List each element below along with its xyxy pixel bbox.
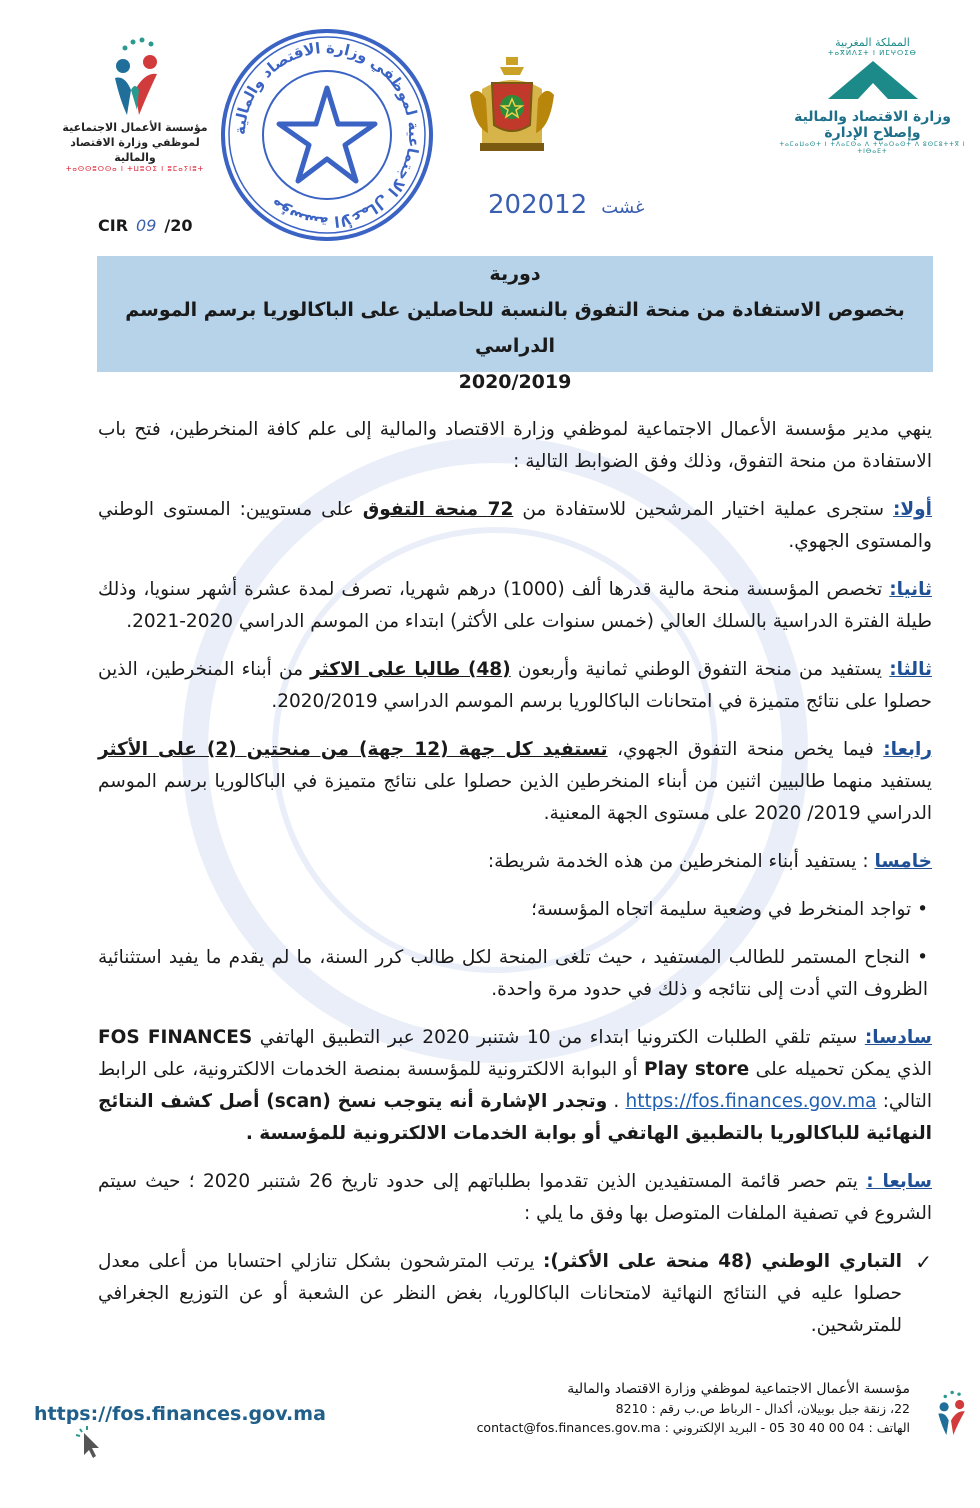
p2-text: تخصص المؤسسة منحة مالية قدرها ألف (1000) درهم شهريا، تصرف لمدة عشرة أشهر سنويا، وذلك طيلة الفترة الدراسية بالسلك العالي (خمس سنوات على الأكثر) ابتداء من الموسم الدراسي 2020-2021. xyxy=(98,579,932,632)
p1-text-b: على مستويين: المستوى الوطني والمستوى الجهوي. xyxy=(98,499,932,552)
ministry-logo xyxy=(775,36,970,155)
bullet-1-text: تواجد المنخرط في وضعية سليمة اتجاه المؤسسة؛ xyxy=(531,899,912,920)
p6-text-b: الذي يمكن تحميله على xyxy=(749,1059,932,1080)
org-logo xyxy=(60,30,210,173)
ministry-name: وزارة الاقتصاد والمالية وإصلاح الإدارة xyxy=(794,109,951,141)
label-1: أولا: xyxy=(892,499,932,520)
p4-text-a: فيما يخص منحة التفوق الجهوي، xyxy=(607,739,884,760)
label-2: ثانيا: xyxy=(889,579,932,600)
title-line2: بخصوص الاستفادة من منحة التفوق بالنسبة للحاصلين على الباكالوريا برسم الموسم الدراسي xyxy=(125,299,905,357)
play-store-name: Play store xyxy=(644,1059,750,1080)
p6-text-a: سيتم تلقي الطلبات الكترونيا ابتداء من 10 شتنبر 2020 عبر التطبيق الهاتفي xyxy=(252,1027,865,1048)
p3-bold: (48) طالبا على الاكثر xyxy=(310,659,511,680)
p5-text: : يستفيد أبناء المنخرطين من هذه الخدمة شريطة: xyxy=(487,851,875,872)
p7-text: يتم حصر قائمة المستفيدين الذين تقدموا بطلباتهم إلى حدود تاريخ 26 شتنبر 2020 ؛ حيث سيتم الشروع في تصفية الملفات المتوصل بها وفق ما يلي : xyxy=(98,1171,932,1224)
p3-text-a: يستفيد من منحة التفوق الوطني ثمانية وأربعون xyxy=(510,659,890,680)
cir-suffix: /20 xyxy=(164,216,193,235)
app-name: FOS FINANCES xyxy=(98,1027,253,1048)
official-stamp xyxy=(218,26,436,244)
p4-bold: تستفيد كل جهة (12 جهة) من منحتين (2) على الأكثر xyxy=(98,739,608,760)
checkmark-icon: ✓ xyxy=(915,1250,932,1274)
bullet-2-text: النجاح المستمر للطالب المستفيد ، حيث تلغى المنحة لكل طالب كرر السنة، ما لم يقدم ما يفيد استثنائية الظروف التي أدت إلى نتائجه و ذلك في حدود مرة واحدة. xyxy=(98,947,928,1000)
footer-street: 22، زنقة جبل بوبيلان، أكدال - الرباط ص.ب رقم : 8210 xyxy=(615,1401,910,1416)
circular-reference xyxy=(98,216,192,235)
circular-body xyxy=(98,414,932,1358)
p1-text-a: ستجرى عملية اختيار المرشحين للاستفادة من xyxy=(513,499,893,520)
title-line3: 2020/2019 xyxy=(458,371,572,393)
label-3: ثالثا: xyxy=(889,659,932,680)
footer-org: مؤسسة الأعمال الاجتماعية لموظفي وزارة الاقتصاد والمالية xyxy=(567,1381,910,1397)
ministry-mountain-icon xyxy=(818,57,928,101)
paragraph-3 xyxy=(98,654,932,718)
footer-org-logo-icon xyxy=(928,1382,974,1442)
bullet-item-2: • النجاح المستمر للطالب المستفيد ، حيث تلغى المنحة لكل طالب كرر السنة، ما لم يقدم ما يفيد استثنائية الظروف التي أدت إلى نتائجه و ذلك في حدود مرة واحدة. xyxy=(98,947,928,1000)
date-day: 12 xyxy=(554,190,588,220)
title-box xyxy=(97,256,933,393)
ministry-tifinagh: ⵜⴰⵎⴰⵡⴰⵙⵜ ⵏ ⵜⴷⴰⵎⵙⴰ ⴷ ⵜⵖⴰⵔⴰⵙⵜ ⴷ ⵓⵙⵎⵓⵜⵜⴳ ⵏ ⵜⵏⴱⴰⴹⵜ xyxy=(779,141,966,155)
label-5: خامسا xyxy=(874,851,932,872)
kingdom-tifinagh: ⵜⴰⴳⵍⴷⵉⵜ ⵏ ⵍⵎⵖⵔⵉⴱ xyxy=(828,49,917,57)
p1-bold: 72 منحة التفوق xyxy=(362,499,514,520)
p4-text-b: يستفيد منهما طالبيين اثنين من أبناء المنخرطين الذين حصلوا على نتائج متميزة في الباكالوريا برسم الموسم الدراسي 2019/ 2020 على مستوى الجهة المعنية. xyxy=(98,771,932,824)
label-7: سابعا : xyxy=(866,1171,933,1192)
p3-text-b: من أبناء المنخرطين، الذين حصلوا على نتائج متميزة في امتحانات الباكالوريا برسم الموسم الدراسي 2020/2019. xyxy=(98,659,932,712)
bullet-item-1: • تواجد المنخرط في وضعية سليمة اتجاه المؤسسة؛ xyxy=(531,899,928,920)
portal-link[interactable]: https://fos.finances.gov.ma xyxy=(625,1091,877,1112)
org-name-tifinagh: ⵜⴰⵙⵙⵓⵔⵙⴰ ⵏ ⵜⵡⵓⵔⵉ ⵏ ⵓⵎⴰⵢⵏⵓⵜ xyxy=(65,165,205,173)
label-4: رابعا: xyxy=(883,739,932,760)
org-name-line2: لموظفي وزارة الاقتصاد والمالية xyxy=(70,136,200,164)
paragraph-6 xyxy=(98,1022,932,1150)
royal-emblem xyxy=(462,55,562,155)
email-label: - البريد الإلكتروني : xyxy=(660,1420,770,1435)
kingdom-label: المملكة المغربية xyxy=(835,36,910,49)
paragraph-7 xyxy=(98,1166,932,1230)
label-6: سادسا: xyxy=(864,1027,932,1048)
stamp-text: مؤسسة الأعمال الاجتماعية لموظفي وزارة الاقتصاد والمالية xyxy=(230,38,424,232)
check-1-bold: التباري الوطني (48 منحة على الأكثر): xyxy=(543,1251,902,1272)
footer-address xyxy=(430,1380,910,1437)
cir-prefix: CIR xyxy=(98,216,129,235)
document-date xyxy=(488,190,658,220)
p6-text-c: أو البوابة الالكترونية للمؤسسة بمنصة الخدمات الالكترونية، على الرابط التالي: xyxy=(98,1059,932,1112)
intro-paragraph xyxy=(98,414,932,478)
p6-bold-note: وتجدر الإشارة أنه يتوجب نسخ (scan) أصل كشف النتائج النهائية للباكالوريا بالتطبيق الهاتفي أو بوابة الخدمات الالكترونية للمؤسسة . xyxy=(98,1091,932,1144)
paragraph-1 xyxy=(98,494,932,558)
paragraph-5 xyxy=(98,846,932,878)
check-item-1 xyxy=(98,1246,932,1342)
phone-label: الهاتف : xyxy=(864,1420,910,1435)
paragraph-4 xyxy=(98,734,932,830)
email-address[interactable]: contact@fos.finances.gov.ma xyxy=(476,1420,661,1435)
cir-number: 09 xyxy=(136,216,157,235)
p6-text-d: . xyxy=(607,1091,626,1112)
check-1-text: يرتب المترشحون بشكل تنازلي احتسابا من أعلى معدل حصلوا عليه في النتائج النهائية لامتحانات الباكالوريا، بغض النظر عن الشعبة أو عن التوزيع الجغرافي للمترشحين. xyxy=(98,1251,902,1336)
footer-url[interactable]: https://fos.finances.gov.ma xyxy=(34,1403,326,1425)
cursor-click-icon xyxy=(74,1425,104,1466)
date-month: غشت xyxy=(601,197,645,218)
org-name-line1: مؤسسة الأعمال الاجتماعية xyxy=(62,121,208,134)
paragraph-2 xyxy=(98,574,932,638)
svg-text:مؤسسة الأعمال الاجتماعية لموظف xyxy=(231,39,423,231)
date-year: 2020 xyxy=(488,190,555,220)
footer-contact xyxy=(430,1418,910,1437)
title-line1: دورية xyxy=(489,263,541,285)
intro-text: ينهي مدير مؤسسة الأعمال الاجتماعية لموظفي وزارة الاقتصاد والمالية إلى علم كافة المنخرطين، فتح باب الاستفادة من منحة التفوق، وذلك وفق الضوابط التالية : xyxy=(98,419,932,472)
phone-number: 05 30 40 00 04 xyxy=(769,1420,865,1435)
org-logo-icon xyxy=(95,30,175,120)
